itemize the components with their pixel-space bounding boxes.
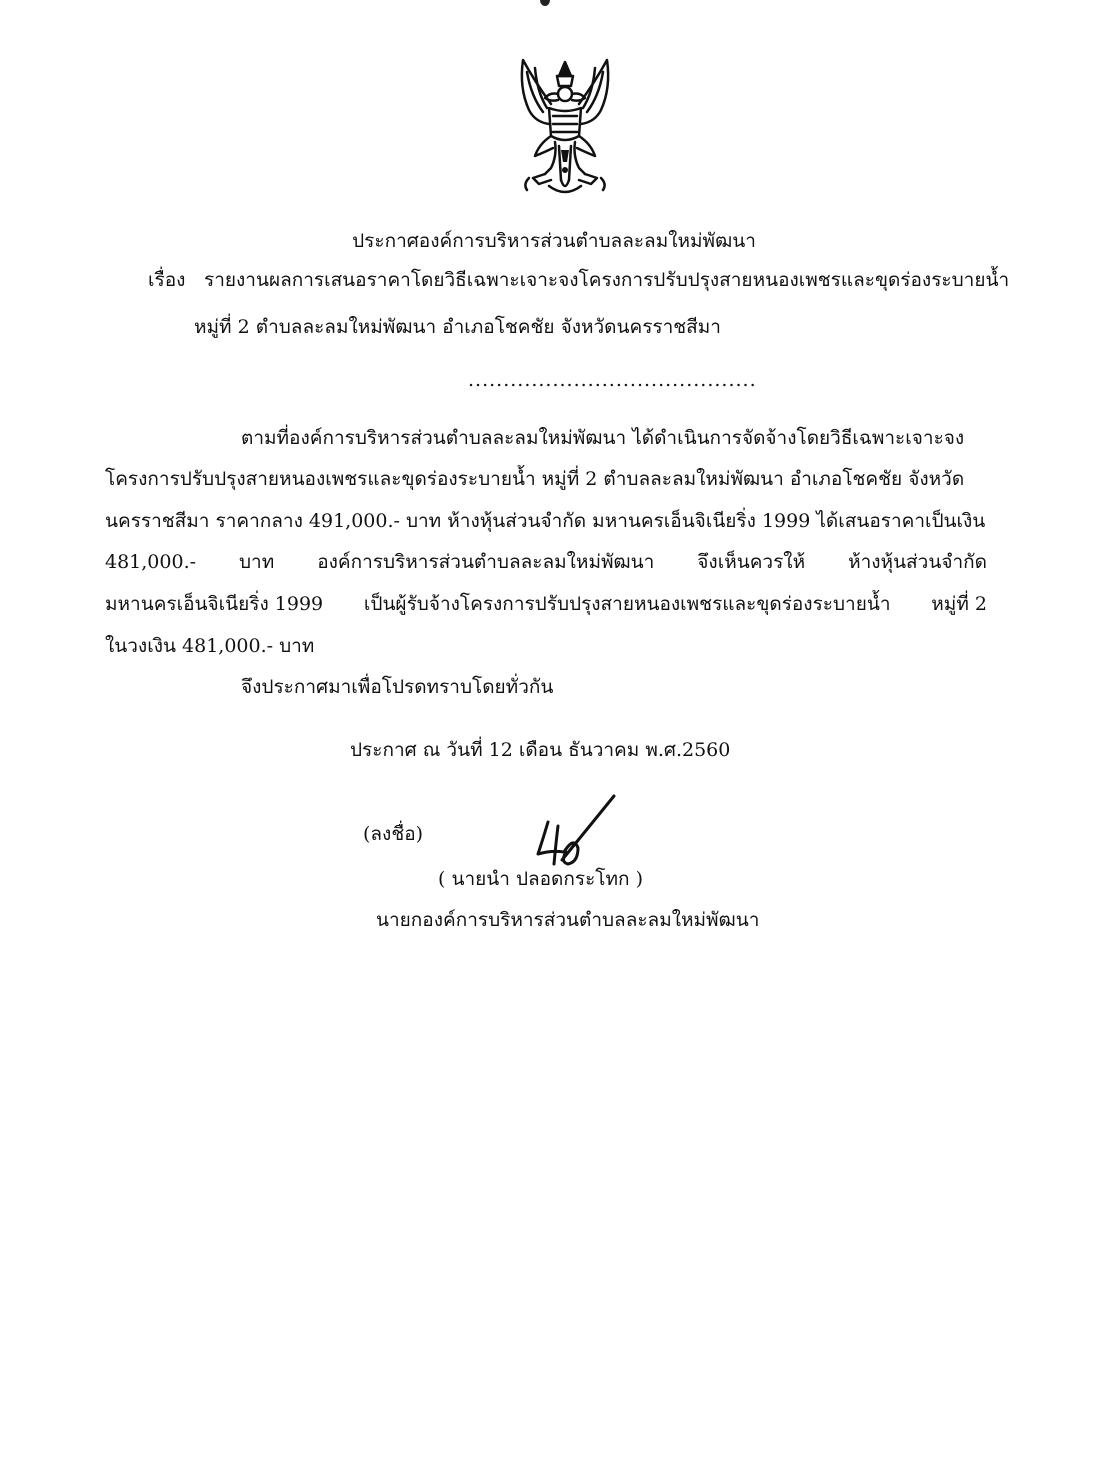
body-line-5-part: หมู่ที่ 2	[931, 593, 987, 615]
subject-label: เรื่อง	[148, 269, 186, 291]
body-line-5-part: มหานครเอ็นจิเนียริ่ง 1999	[105, 593, 324, 615]
body-line-4-part: องค์การบริหารส่วนตำบลละลมใหม่พัฒนา	[317, 551, 655, 573]
signer-title: นายกองค์การบริหารส่วนตำบลละลมใหม่พัฒนา	[376, 909, 760, 931]
body-line-4-part: จึงเห็นควรให้	[697, 551, 806, 573]
closing-line: จึงประกาศมาเพื่อโปรดทราบโดยทั่วกัน	[241, 676, 554, 698]
announcement-date: ประกาศ ณ วันที่ 12 เดือน ธันวาคม พ.ศ.2560	[350, 739, 731, 761]
body-line-4-part: บาท	[239, 551, 275, 573]
body-line-5-part: เป็นผู้รับจ้างโครงการปรับปรุงสายหนองเพชรและขุดร่องระบายน้ำ	[363, 593, 891, 615]
body-line-3: นครราชสีมา ราคากลาง 491,000.- บาท ห้างหุ้นส่วนจำกัด มหานครเอ็นจิเนียริ่ง 1999 ได้เสนอราคาเป็นเงิน	[105, 510, 986, 532]
body-line-4	[105, 550, 987, 574]
body-line-1: ตามที่องค์การบริหารส่วนตำบลละลมใหม่พัฒนา ได้ดำเนินการจัดจ้างโดยวิธีเฉพาะเจาะจง	[241, 427, 965, 449]
subject-line-1: รายงานผลการเสนอราคาโดยวิธีเฉพาะเจาะจงโครงการปรับปรุงสายหนองเพชรและขุดร่องระบายน้ำ	[204, 269, 1010, 291]
body-line-5	[105, 592, 987, 616]
body-line-4-part: ห้างหุ้นส่วนจำกัด	[848, 551, 987, 573]
subject-line-2: หมู่ที่ 2 ตำบลละลมใหม่พัฒนา อำเภอโชคชัย จังหวัดนครราชสีมา	[194, 316, 721, 338]
body-line-4-part: 481,000.-	[105, 551, 197, 573]
garuda-emblem-icon	[505, 52, 625, 202]
signer-name: ( นายนำ ปลอดกระโทก )	[438, 868, 643, 890]
separator-dots: .........................................	[468, 369, 757, 391]
sign-label: (ลงชื่อ)	[363, 823, 424, 845]
body-line-6: ในวงเงิน 481,000.- บาท	[105, 635, 315, 657]
body-line-2: โครงการปรับปรุงสายหนองเพชรและขุดร่องระบายน้ำ หมู่ที่ 2 ตำบลละลมใหม่พัฒนา อำเภอโชคชัย จังหวัด	[105, 468, 965, 490]
announcement-title: ประกาศองค์การบริหารส่วนตำบลละลมใหม่พัฒนา	[352, 230, 756, 252]
page-top-mark	[540, 0, 550, 6]
